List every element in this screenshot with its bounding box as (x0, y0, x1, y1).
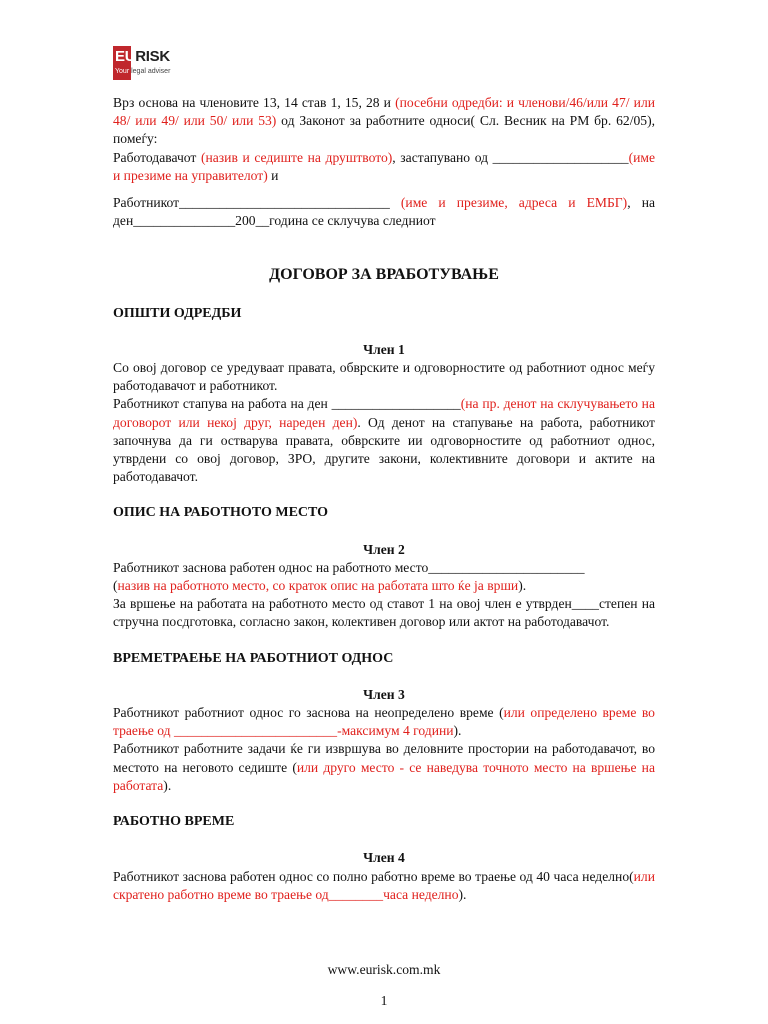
article-3-label: Член 3 (363, 686, 405, 702)
document-body (113, 94, 655, 904)
article-3-paragraph-2: Работникот работните задачи ќе ги извршува во деловните простории на работодавачот, во местото на неговото седиште (или друго место - се наведува точното место на вршење на работата). (113, 741, 655, 793)
section-heading-job-description: ОПИС НА РАБОТНОТО МЕСТО (113, 505, 329, 521)
article-1-paragraph-2: Работникот стапува на работа на ден ___________________(на пр. денот на склучувањето на договорот или некој друг, нареден ден). Од денот на стапување на работа, работникот започнува да ги остварува правата, обврските ии одговорностите од работниот однос, утврдени со овој договор, ЗРО, другите закони, колективните договори и актите на работодавачот. (113, 396, 655, 485)
document-title: ДОГОВОР ЗА ВРАБОТУВАЊЕ (269, 266, 499, 284)
footer-website[interactable]: www.eurisk.com.mk (327, 962, 441, 977)
article-1-paragraph-1: Со овој договор се уредуваат правата, обврските и одговорностите од работниот однос меѓу работодавачот и работникот. (113, 360, 655, 394)
section-heading-working-hours: РАБОТНО ВРЕМЕ (113, 814, 235, 830)
intro-paragraph-3: Работникот_______________________________ (име и презиме, адреса и ЕМБГ), на ден_______________200__година се склучува следниот (113, 195, 655, 229)
article-2-paragraph-2: (назив на работното место, со краток опис на работата што ќе ја врши). (113, 578, 527, 594)
article-2-paragraph-3: За вршење на работата на работното место од ставот 1 на овој член е утврден____степен на стручна посдготовка, согласно закон, колективен договор или актот на работодавачот. (113, 596, 655, 630)
article-3-paragraph-1: Работникот работниот однос го заснова на неопределено време (или определено време во траење од ________________________-максимум 4 години). (113, 705, 655, 739)
logo-wordmark: EURISK (115, 48, 170, 65)
section-heading-general: ОПШТИ ОДРЕДБИ (113, 305, 242, 321)
intro-paragraph-1: Врз основа на членовите 13, 14 став 1, 15, 28 и (посебни одредби: и членови/46/или 47/ или 48/ или 49/ или 50/ или 53) од Законот за работните односи( Сл. Весник на РМ бр. 62/05), помеѓу: (113, 95, 656, 147)
article-4-paragraph-1: Работникот заснова работен однос со полно работно време во траење од 40 часа неделно(или скратено работно време во траење од________часа неделно). (113, 868, 655, 902)
section-heading-duration: ВРЕМЕТРАЕЊЕ НА РАБОТНИОТ ОДНОС (113, 650, 394, 666)
eurisk-logo (113, 46, 173, 80)
intro-paragraph-2: Работодавачот (назив и седиште на друштвото), застапувано од ____________________(име и презиме на управителот) и (113, 149, 655, 183)
article-2-paragraph-1: Работникот заснова работен однос на работното место_______________________ (113, 559, 585, 575)
article-2-label: Член 2 (363, 541, 405, 557)
article-4-label: Член 4 (363, 850, 405, 866)
article-1-label: Член 1 (363, 341, 405, 357)
page-number: 1 (380, 993, 388, 1008)
logo-tagline: Your legal adviser (115, 68, 171, 75)
